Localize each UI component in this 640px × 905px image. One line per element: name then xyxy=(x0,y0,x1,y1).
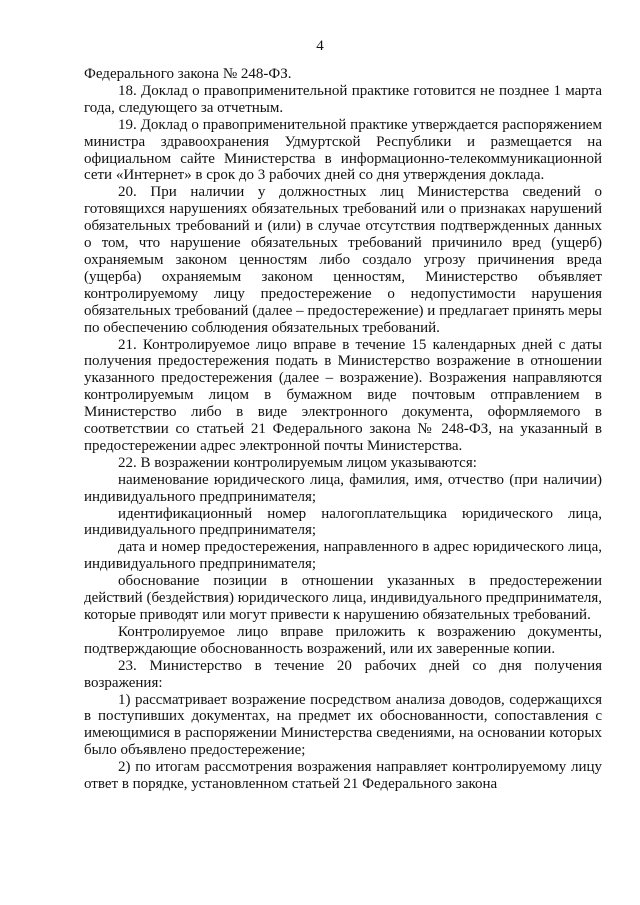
paragraph-list-item: наименование юридического лица, фамилия, имя, отчество (при наличии) индивидуального предпринимателя; xyxy=(84,471,602,505)
paragraph-continuation: Федерального закона № 248-ФЗ. xyxy=(84,66,292,82)
paragraph-item-22: 22. В возражении контролируемым лицом указываются: xyxy=(118,454,477,471)
paragraph-item-20: 20. При наличии у должностных лиц Министерства сведений о готовящихся нарушениях обязательных требований или о признаках нарушений обязательных требований и (или) в случае отсутствия подтвержденных данных о том, что нарушение обязательных требований причинило вред (ущерб) охраняемым законом ценностям либо создало угрозу причинения вреда (ущерба) охраняемым законом ценностям, Министерство объявляет контролируемому лицу предостережение о недопустимости нарушения обязательных требований (далее – предостережение) и предлагает принять меры по обеспечению соблюдения обязательных требований. xyxy=(84,184,602,336)
paragraph-subitem-1: 1) рассматривает возражение посредством анализа доводов, содержащихся в поступивших документах, на предмет их обоснованности, сопоставления с имеющимися в распоряжении Министерства сведениями, на основании которых было объявлено предостережение; xyxy=(84,691,602,759)
paragraph-list-item: идентификационный номер налогоплательщика юридического лица, индивидуального предпринимателя; xyxy=(84,505,602,539)
paragraph-item-21: 21. Контролируемое лицо вправе в течение 15 календарных дней с даты получения предостережения подать в Министерство возражение в отношении указанного предостережения (далее – возражение). Возражения направляются контролируемым лицом в бумажном виде почтовым отправлением в Министерство либо в виде электронного документа, оформляемого в соответствии со статьей 21 Федерального закона № 248-ФЗ, на указанный в предостережении адрес электронной почты Министерства. xyxy=(84,336,602,454)
paragraph-item-23: 23. Министерство в течение 20 рабочих дней со дня получения возражения: xyxy=(84,657,602,691)
paragraph-list-item: дата и номер предостережения, направленного в адрес юридического лица, индивидуального предпринимателя; xyxy=(84,539,602,573)
paragraph-text: Контролируемое лицо вправе приложить к возражению документы, подтверждающие обоснованность возражений, или их заверенные копии. xyxy=(84,623,602,657)
document-body xyxy=(84,66,602,793)
paragraph-subitem-2: 2) по итогам рассмотрения возражения направляет контролируемому лицу ответ в порядке, установленном статьей 21 Федерального закона xyxy=(84,759,602,793)
paragraph-list-item: обоснование позиции в отношении указанных в предостережении действий (бездействия) юридического лица, индивидуального предпринимателя, которые приводят или могут привести к нарушению обязательных требований. xyxy=(84,573,602,623)
page-number: 4 xyxy=(316,38,324,54)
paragraph-item-18: 18. Доклад о правоприменительной практике готовится не позднее 1 марта года, следующего за отчетным. xyxy=(84,82,602,116)
paragraph-item-19: 19. Доклад о правоприменительной практике утверждается распоряжением министра здравоохранения Удмуртской Республики и размещается на официальном сайте Министерства в информационно-телекоммуникационной сети «Интернет» в срок до 3 рабочих дней со дня утверждения доклада. xyxy=(84,116,602,184)
